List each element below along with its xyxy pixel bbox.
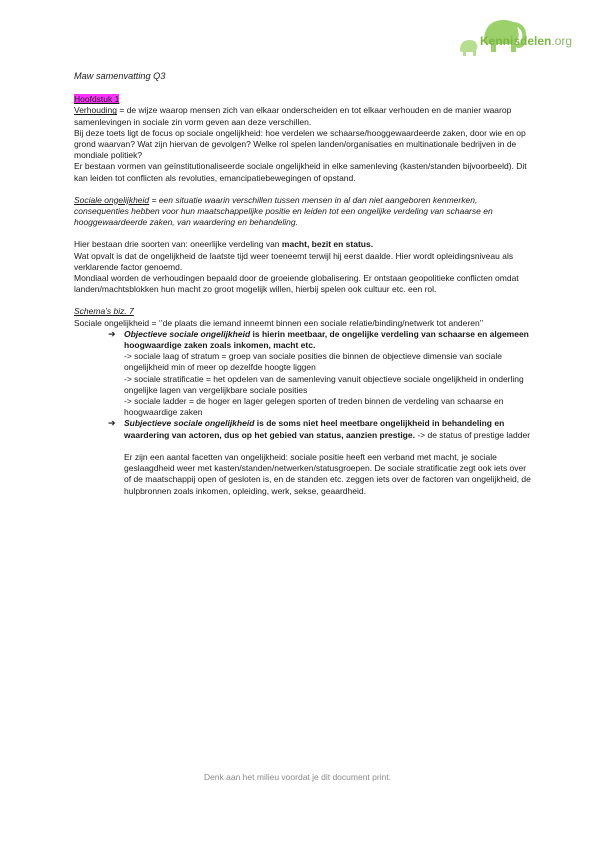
logo-wordmark[interactable] [480, 34, 572, 48]
logo-brand-end: .org [551, 34, 573, 48]
objective-bold: is hierin meetbaar, de ongelijke verdeling van schaarse en algemeen hoogwaardige zaken zoals inkomen, macht etc. [124, 328, 529, 351]
paragraph-definition-text: = een situatie waarin verschillen tussen mensen in al dan niet aangeboren kenmerken, consequenties hebben voor hun maatschappelijke positie en leiden tot een ongelijke verdeling van schaarse en hooggewaardeerde zaken, van waardering en behandeling. [74, 194, 493, 228]
objective-sub-stratificatie: -> sociale stratificatie = het opdelen van de samenleving vanuit objectieve sociale ongelijkheid in onderling ongelijke lagen van vergelijkbare sociale posities [124, 373, 524, 395]
objective-sub-ladder: -> sociale ladder = de hoger en lager gelegen sporten of treden binnen de verdeling van schaarse en hoogwaardige zaken [124, 396, 504, 418]
logo-brand-mid: delen [520, 34, 552, 48]
paragraph-definition [74, 195, 534, 229]
term-objective: Objectieve sociale ongelijkheid [124, 328, 251, 339]
objective-text [124, 329, 534, 351]
paragraph-trend: Wat opvalt is dat de ongelijkheid de laatste tijd weer toeneemt terwijl hij eerst daalde. Hier wordt opleidingsniveau als verklarende factor genoemd. [74, 250, 514, 272]
term-subjective: Subjectieve sociale ongelijkheid [124, 418, 255, 429]
paragraph-institutional: Er bestaan vormen van geïnstitutionaliseerde sociale ongelijkheid in elke samenleving (kasten/standen bijvoorbeeld). Dit kan leiden tot conflicten als revoluties, emancipatiebewegingen of opstand. [74, 161, 527, 183]
paragraph-verhouding-text: = de wijze waarop mensen zich van elkaar onderscheiden en tot elkaar verhouden en de manier waarop samenlevingen in sociale zin vorm geven aan deze verschillen. [74, 105, 512, 127]
chapter-heading-text: Hoofdstuk 1 [74, 94, 120, 105]
paragraph-three-types [74, 239, 534, 250]
term-sociale-ongelijkheid: Sociale ongelijkheid [74, 194, 150, 205]
subjective-tail: -> de status of prestige ladder [414, 429, 531, 440]
paragraph-focus: Bij deze toets ligt de focus op sociale ongelijkheid: hoe verdelen we schaarse/hooggewaardeerde zaken, door wie en op grond waarvan? Wat zijn hiervan de gevolgen? Welke rol spelen landen/organisaties en multinationale bedrijven in de mondiale politiek? [74, 127, 526, 161]
subjective-bold: is de soms niet heel meetbare ongelijkheid in behandeling en waardering van actoren, dus op het gebied van status, aanzien prestige. [124, 418, 505, 440]
chapter-heading [74, 94, 534, 105]
schema-heading: Schema’s biz. 7 [74, 306, 134, 317]
logo-brand-start: Kennis [480, 34, 521, 48]
document-title: Maw samenvatting Q3 [74, 71, 166, 81]
subjective-text [124, 418, 534, 440]
paragraph-three-types-text: Hier bestaan drie soorten van: oneerlijke verdeling van [74, 239, 282, 250]
arrow-icon: ➔ [108, 418, 116, 429]
paragraph-facetten: Er zijn een aantal facetten van ongelijkheid: sociale positie heeft een verband met macht, je sociale geslaagdheid weer met kasten/standen/netwerken/statusgroepen. De sociale stratificatie zegt ook iets over of de maatschappij open of gesloten is, en de standen etc. zeggen iets over de factoren van ongelijkheid, de hulpbronnen zoals inkomen, opleiding, werk, sekse, geaardheid. [124, 451, 531, 496]
arrow-item-objective [108, 329, 534, 419]
three-types-bold: macht, bezit en status. [281, 239, 374, 250]
arrow-item-subjective [108, 418, 534, 496]
term-verhouding: Verhouding [74, 105, 118, 116]
paragraph-social-definition: Sociale ongelijkheid = ‘’de plaats die iemand inneemt binnen een sociale relatie/binding/netwerk tot anderen’’ [74, 317, 484, 328]
arrow-icon: ➔ [108, 328, 116, 339]
arrow-list [108, 329, 534, 497]
footer-note: Denk aan het milieu voordat je dit document print. [203, 772, 392, 782]
paragraph-verhouding [74, 105, 534, 127]
paragraph-globalisation: Mondiaal worden de verhoudingen bepaald door de groeiende globalisering. Er ontstaan geopolitieke conflicten omdat landen/machtsblokken hun macht zo groot mogelijk willen, hierbij spelen ook cultuur etc. een rol. [74, 273, 519, 295]
document-body [74, 71, 534, 497]
objective-sub-stratum: -> sociale laag of stratum = groep van sociale posities die binnen de objectieve dimensie van sociale ongelijkheid min of meer op dezelfde hoogte liggen [124, 351, 503, 373]
